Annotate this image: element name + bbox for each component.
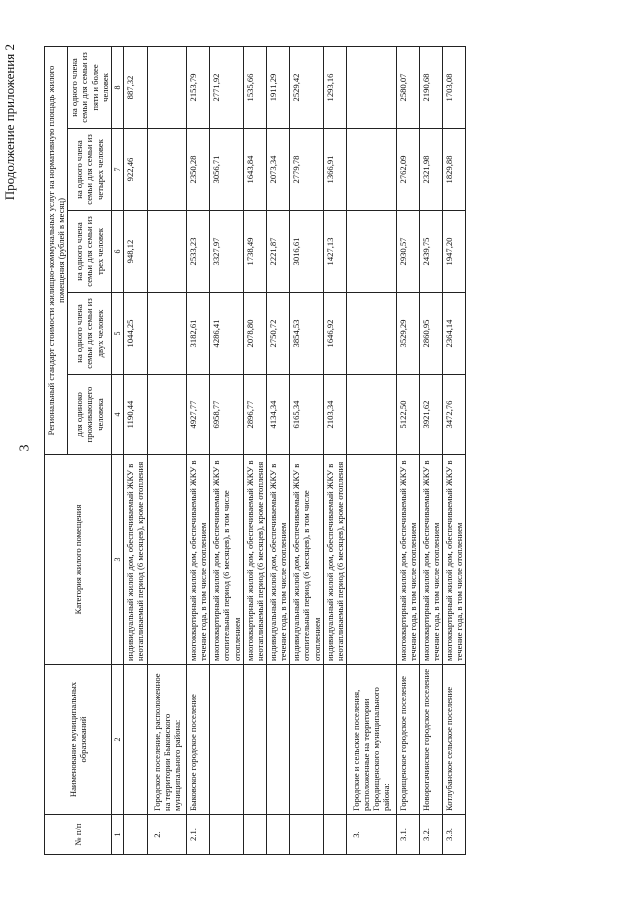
value-family-2: 2860,95	[419, 293, 442, 375]
value-single: 3921,62	[419, 375, 442, 455]
value-family-3: 1427,13	[323, 211, 346, 293]
value-single: 4927,77	[186, 375, 209, 455]
value-family-4: 2350,28	[186, 129, 209, 211]
value-family-5: 1293,16	[323, 46, 346, 128]
municipality-name: Котлубанское сельское поселение	[443, 665, 466, 815]
value-family-2: 1044,25	[124, 293, 147, 375]
column-number: 4	[111, 375, 123, 455]
table-row	[443, 46, 466, 854]
value-family-2: 4286,41	[210, 293, 243, 375]
housing-category: индивидуальный жилой дом, обеспечиваемый ЖКУ в отопительный период (6 месяцев), в том числе отоплением	[290, 455, 323, 665]
page-number: 3	[17, 444, 33, 452]
value-family-2: 1646,92	[323, 293, 346, 375]
value-family-4: 922,46	[124, 129, 147, 211]
value-family-4: 2321,98	[419, 129, 442, 211]
appendix-caption: Продолжение приложения 2	[2, 44, 17, 201]
value-family-3: 3327,97	[210, 211, 243, 293]
municipality-name	[290, 665, 323, 815]
value-family-2: 3854,53	[290, 293, 323, 375]
row-number: 3.3.	[443, 815, 466, 855]
housing-category: индивидуальный жилой дом, обеспечиваемый ЖКУ в неотапливаемый период (6 месяцев), кроме отопления	[323, 455, 346, 665]
row-number	[266, 815, 289, 855]
housing-category: многоквартирный жилой дом, обеспечиваемый ЖКУ в течение года, в том числе отоплением	[443, 455, 466, 665]
row-number: 3.1.	[396, 815, 419, 855]
value-single: 6165,34	[290, 375, 323, 455]
header-municipality: Наименование муниципальных образований	[45, 665, 112, 815]
header-family-2: на одного члена семьи для семьи из двух человек	[68, 293, 112, 375]
value-family-2: 3529,29	[396, 293, 419, 375]
value-single: 6958,77	[210, 375, 243, 455]
row-number	[124, 815, 147, 855]
table-row	[323, 46, 346, 854]
municipality-name	[323, 665, 346, 815]
municipality-name	[124, 665, 147, 815]
municipality-name	[243, 665, 266, 815]
header-single: для одиноко проживающего человека	[68, 375, 112, 455]
section-row	[147, 46, 186, 854]
header-category: Категория жилого помещения	[45, 455, 112, 665]
table-row	[396, 46, 419, 854]
value-family-3: 1738,49	[243, 211, 266, 293]
value-family-5: 2529,42	[290, 46, 323, 128]
value-family-3: 2930,57	[396, 211, 419, 293]
row-number: 2.1.	[186, 815, 209, 855]
column-number: 5	[111, 293, 123, 375]
section-row	[346, 46, 396, 854]
housing-category: многоквартирный жилой дом, обеспечиваемый ЖКУ в неотапливаемый период (6 месяцев), кроме отопления	[243, 455, 266, 665]
column-number-row	[111, 46, 123, 854]
value-family-2: 2078,80	[243, 293, 266, 375]
row-number	[290, 815, 323, 855]
value-family-5: 1535,66	[243, 46, 266, 128]
housing-category: индивидуальный жилой дом, обеспечиваемый ЖКУ в неотапливаемый период (6 месяцев), кроме отопления	[124, 455, 147, 665]
header-family-5: на одного члена семьи для семьи из пяти и более человек	[68, 46, 112, 128]
tariff-table	[44, 46, 466, 855]
row-number	[323, 815, 346, 855]
table-row	[186, 46, 209, 854]
section-title: Городские и сельские поселения, расположенные на территории Городищенского муниципального района:	[346, 665, 396, 815]
value-family-5: 2771,92	[210, 46, 243, 128]
value-family-3: 2533,23	[186, 211, 209, 293]
value-family-2: 2750,72	[266, 293, 289, 375]
table-row	[124, 46, 147, 854]
value-family-4: 3056,71	[210, 129, 243, 211]
municipality-name: Быковское городское поселение	[186, 665, 209, 815]
table-row	[243, 46, 266, 854]
value-family-3: 2221,87	[266, 211, 289, 293]
header-family-3: на одного члена семьи для семьи из трех человек	[68, 211, 112, 293]
value-family-5: 2580,07	[396, 46, 419, 128]
column-number: 8	[111, 46, 123, 128]
value-family-4: 2073,34	[266, 129, 289, 211]
value-family-3: 1947,20	[443, 211, 466, 293]
value-family-5: 887,32	[124, 46, 147, 128]
housing-category: многоквартирный жилой дом, обеспечиваемый ЖКУ в течение года, в том числе отоплением	[419, 455, 442, 665]
value-family-5: 1703,08	[443, 46, 466, 128]
value-family-3: 3016,61	[290, 211, 323, 293]
row-number	[243, 815, 266, 855]
value-single: 4134,34	[266, 375, 289, 455]
value-family-4: 1829,88	[443, 129, 466, 211]
value-single: 5122,50	[396, 375, 419, 455]
table-header	[45, 46, 124, 854]
value-family-3: 2439,75	[419, 211, 442, 293]
housing-category: многоквартирный жилой дом, обеспечиваемый ЖКУ в течение года, в том числе отоплением	[186, 455, 209, 665]
column-number: 3	[111, 455, 123, 665]
value-family-5: 2190,68	[419, 46, 442, 128]
header-family-4: на одного члена семьи для семьи из четырех человек	[68, 129, 112, 211]
column-number: 1	[111, 815, 123, 855]
housing-category: индивидуальный жилой дом, обеспечиваемый ЖКУ в течение года, в том числе отоплением	[266, 455, 289, 665]
section-title: Городское поселение, расположенное на территории Быковского муниципального района:	[147, 665, 186, 815]
value-single: 1190,44	[124, 375, 147, 455]
value-family-2: 2364,14	[443, 293, 466, 375]
table-row	[419, 46, 442, 854]
municipality-name	[210, 665, 243, 815]
header-num: № п/п	[45, 815, 112, 855]
value-family-4: 2779,78	[290, 129, 323, 211]
municipality-name	[266, 665, 289, 815]
value-single: 3472,76	[443, 375, 466, 455]
municipality-name: Новорогачинское городское поселение	[419, 665, 442, 815]
value-family-3: 948,12	[124, 211, 147, 293]
value-family-4: 1643,84	[243, 129, 266, 211]
row-number: 3.2.	[419, 815, 442, 855]
value-family-4: 2762,09	[396, 129, 419, 211]
value-family-2: 3182,61	[186, 293, 209, 375]
row-number	[210, 815, 243, 855]
header-standard-group: Региональный стандарт стоимости жилищно-коммунальных услуг на нормативную площадь жилого помещения (рублей в месяц)	[45, 46, 68, 454]
value-family-5: 2153,79	[186, 46, 209, 128]
municipality-name: Городищенское городское поселение	[396, 665, 419, 815]
value-family-4: 1366,91	[323, 129, 346, 211]
value-single: 2103,34	[323, 375, 346, 455]
column-number: 7	[111, 129, 123, 211]
column-number: 2	[111, 665, 123, 815]
row-number: 3.	[346, 815, 396, 855]
table-row	[266, 46, 289, 854]
column-number: 6	[111, 211, 123, 293]
table-row	[210, 46, 243, 854]
value-single: 2896,77	[243, 375, 266, 455]
row-number: 2.	[147, 815, 186, 855]
table-row	[290, 46, 323, 854]
housing-category: многоквартирный жилой дом, обеспечиваемый ЖКУ в течение года, в том числе отоплением	[396, 455, 419, 665]
value-family-5: 1911,29	[266, 46, 289, 128]
housing-category: многоквартирный жилой дом, обеспечиваемый ЖКУ в отопительный период (6 месяцев), в том числе отоплением	[210, 455, 243, 665]
